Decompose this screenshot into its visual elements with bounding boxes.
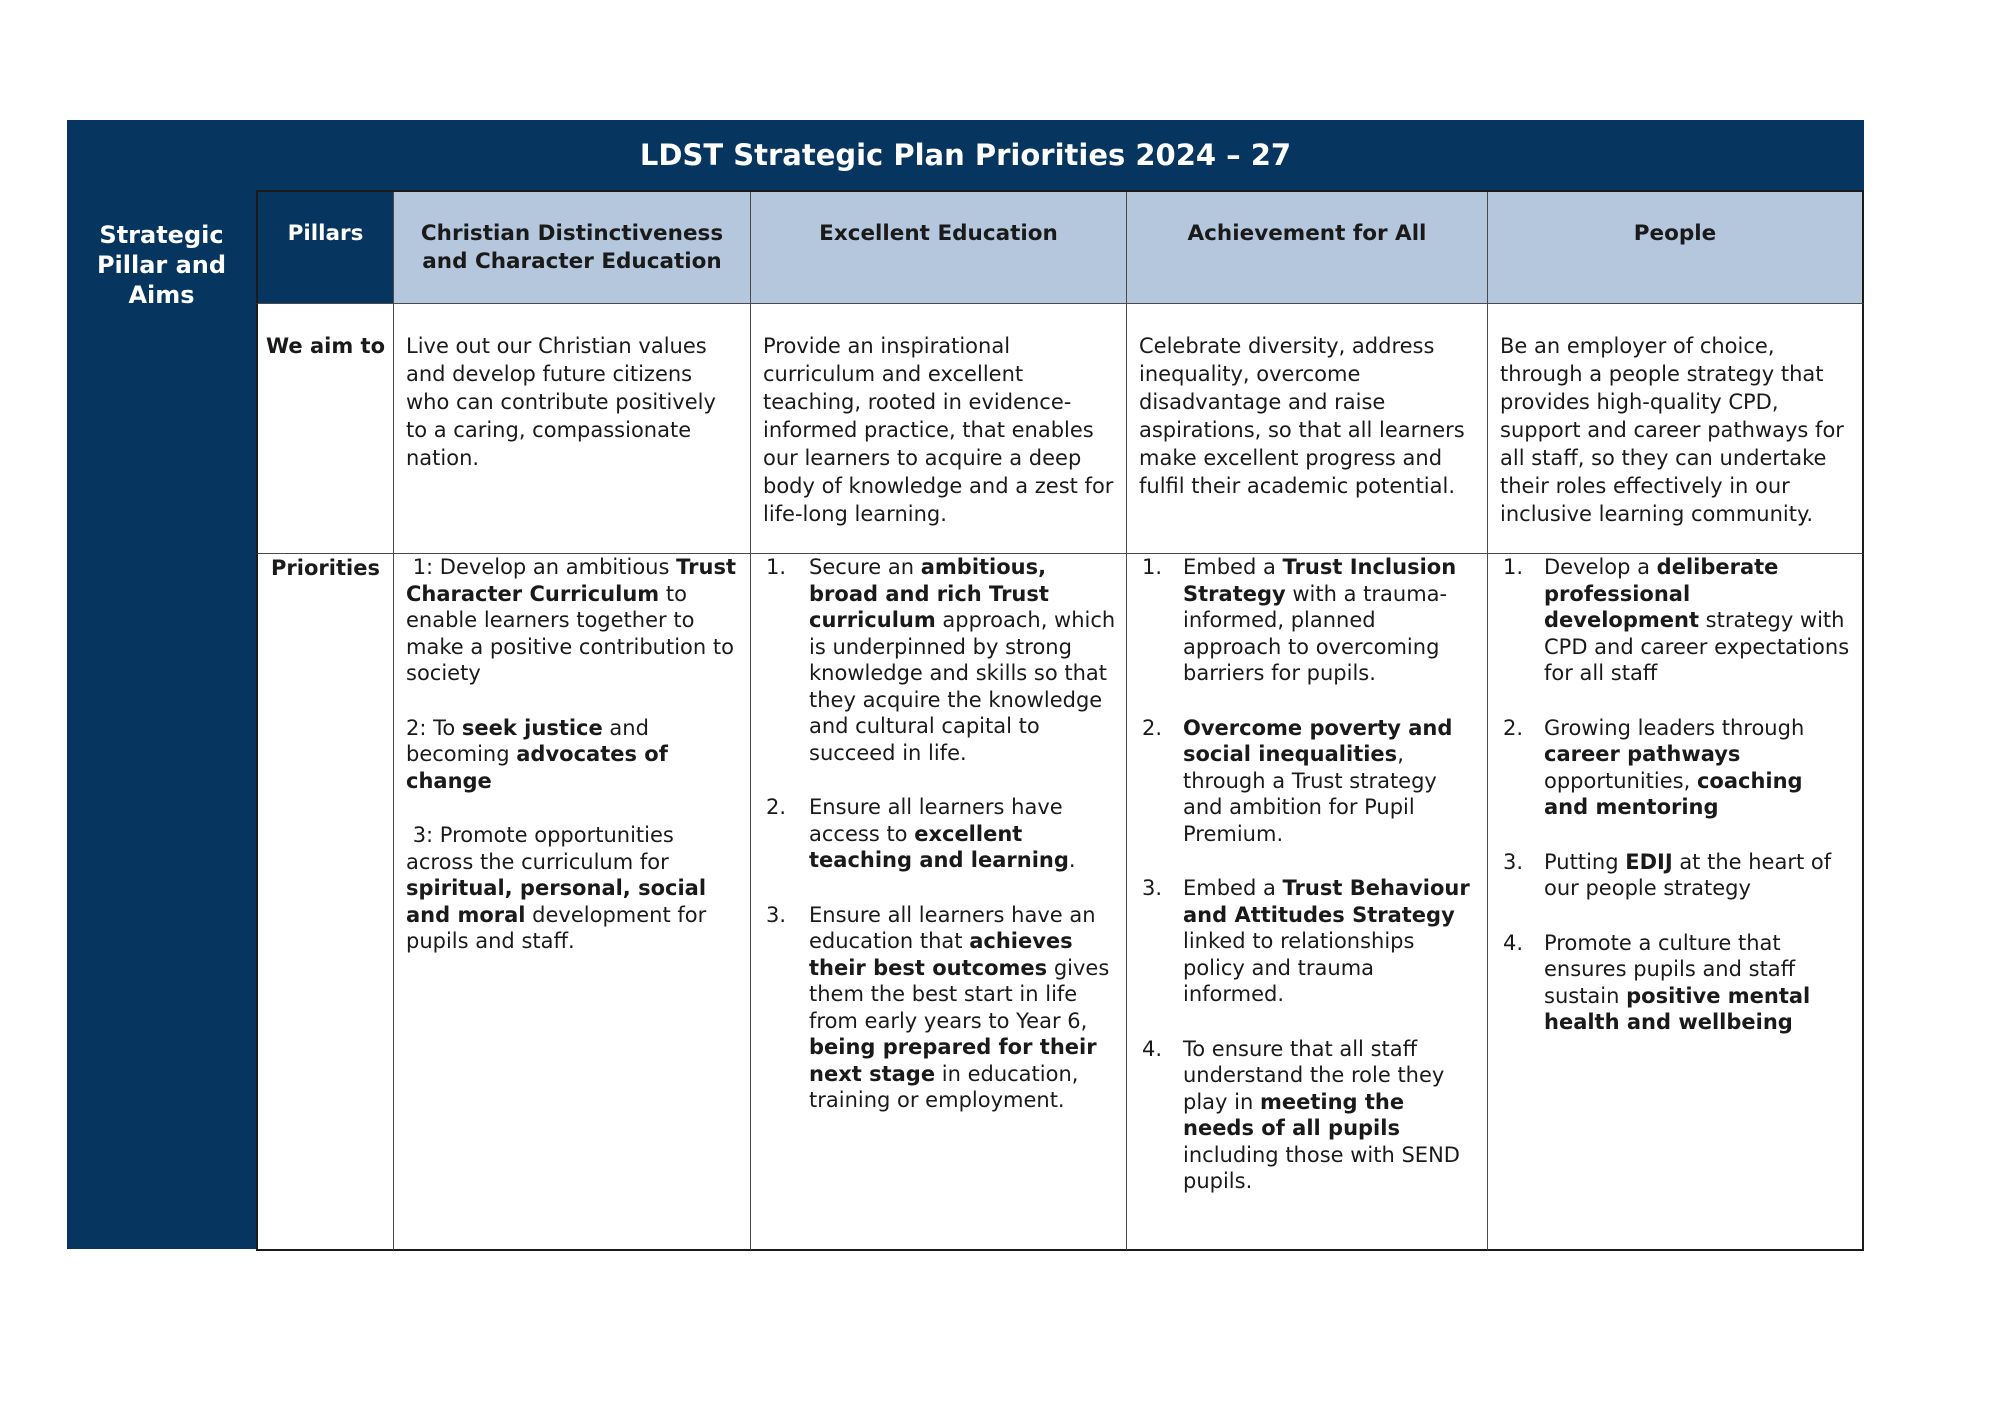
aim-people: Be an employer of choice, through a people strategy that provides high-quality CPD, support and career pathways for all staff, so they can undertake their roles effectively in our inclusive learning community. <box>1488 304 1864 554</box>
aim-excellent: Provide an inspirational curriculum and excellent teaching, rooted in evidence-informed practice, that enables our learners to acquire a deep body of knowledge and a zest for life-long learning. <box>751 304 1127 554</box>
priorities-christian <box>394 554 751 1251</box>
priorities-label: Priorities <box>256 554 394 1251</box>
priorities-excellent <box>751 554 1127 1251</box>
priority-item: 2. Ensure all learners have access to excellent teaching and learning. <box>766 795 1076 872</box>
priority-item: 4. Promote a culture that ensures pupils and staff sustain positive mental health and wellbeing <box>1503 930 1811 1034</box>
priority-item: 2. Growing leaders through career pathways opportunities, coaching and mentoring <box>1503 715 1805 819</box>
priority-item: 1. Secure an ambitious, broad and rich Trust curriculum approach, which is underpinned by strong knowledge and skills so that they acquire the knowledge and cultural capital to succeed in life. <box>766 555 1116 765</box>
table-title: LDST Strategic Plan Priorities 2024 – 27 <box>67 120 1864 190</box>
pillars-label: Pillars <box>256 192 394 304</box>
pillar-header-excellent: Excellent Education <box>751 192 1127 304</box>
priority-item: 1: Develop an ambitious Trust Character Curriculum to enable learners together to make a positive contribution to society <box>406 555 736 685</box>
priority-item: 1. Embed a Trust Inclusion Strategy with a trauma-informed, planned approach to overcoming barriers for pupils. <box>1142 555 1457 685</box>
priority-item: 2: To seek justice and becoming advocates of change <box>406 715 668 793</box>
priority-item: 1. Develop a deliberate professional development strategy with CPD and career expectations for all staff <box>1503 555 1850 685</box>
priority-item: 4. To ensure that all staff understand the role they play in meeting the needs of all pupils including those with SEND pupils. <box>1142 1036 1460 1193</box>
priority-item: 2. Overcome poverty and social inequalities, through a Trust strategy and ambition for Pupil Premium. <box>1142 715 1453 846</box>
plan-grid <box>256 190 1864 1249</box>
priority-item: 3. Ensure all learners have an education that achieves their best outcomes gives them the best start in life from early years to Year 6, being prepared for their next stage in education, training or employment. <box>766 902 1110 1112</box>
priorities-achievement <box>1127 554 1488 1251</box>
aim-achievement: Celebrate diversity, address inequality, overcome disadvantage and raise aspirations, so that all learners make excellent progress and fulfil their academic potential. <box>1127 304 1488 554</box>
priority-item: 3: Promote opportunities across the curriculum for spiritual, personal, social and moral development for pupils and staff. <box>406 823 707 953</box>
side-label: Strategic Pillar and Aims <box>67 190 256 1249</box>
pillar-header-achievement: Achievement for All <box>1127 192 1488 304</box>
priority-item: 3. Putting EDIJ at the heart of our people strategy <box>1503 849 1832 900</box>
aim-christian: Live out our Christian values and develop future citizens who can contribute positively to a caring, compassionate nation. <box>394 304 751 554</box>
aims-label: We aim to <box>256 304 394 554</box>
pillar-header-people: People <box>1488 192 1864 304</box>
pillar-header-christian: Christian Distinctiveness and Character Education <box>394 192 751 304</box>
priorities-people <box>1488 554 1864 1251</box>
strategic-plan-table <box>67 120 1864 1249</box>
priority-item: 3. Embed a Trust Behaviour and Attitudes Strategy linked to relationships policy and trauma informed. <box>1142 876 1470 1006</box>
